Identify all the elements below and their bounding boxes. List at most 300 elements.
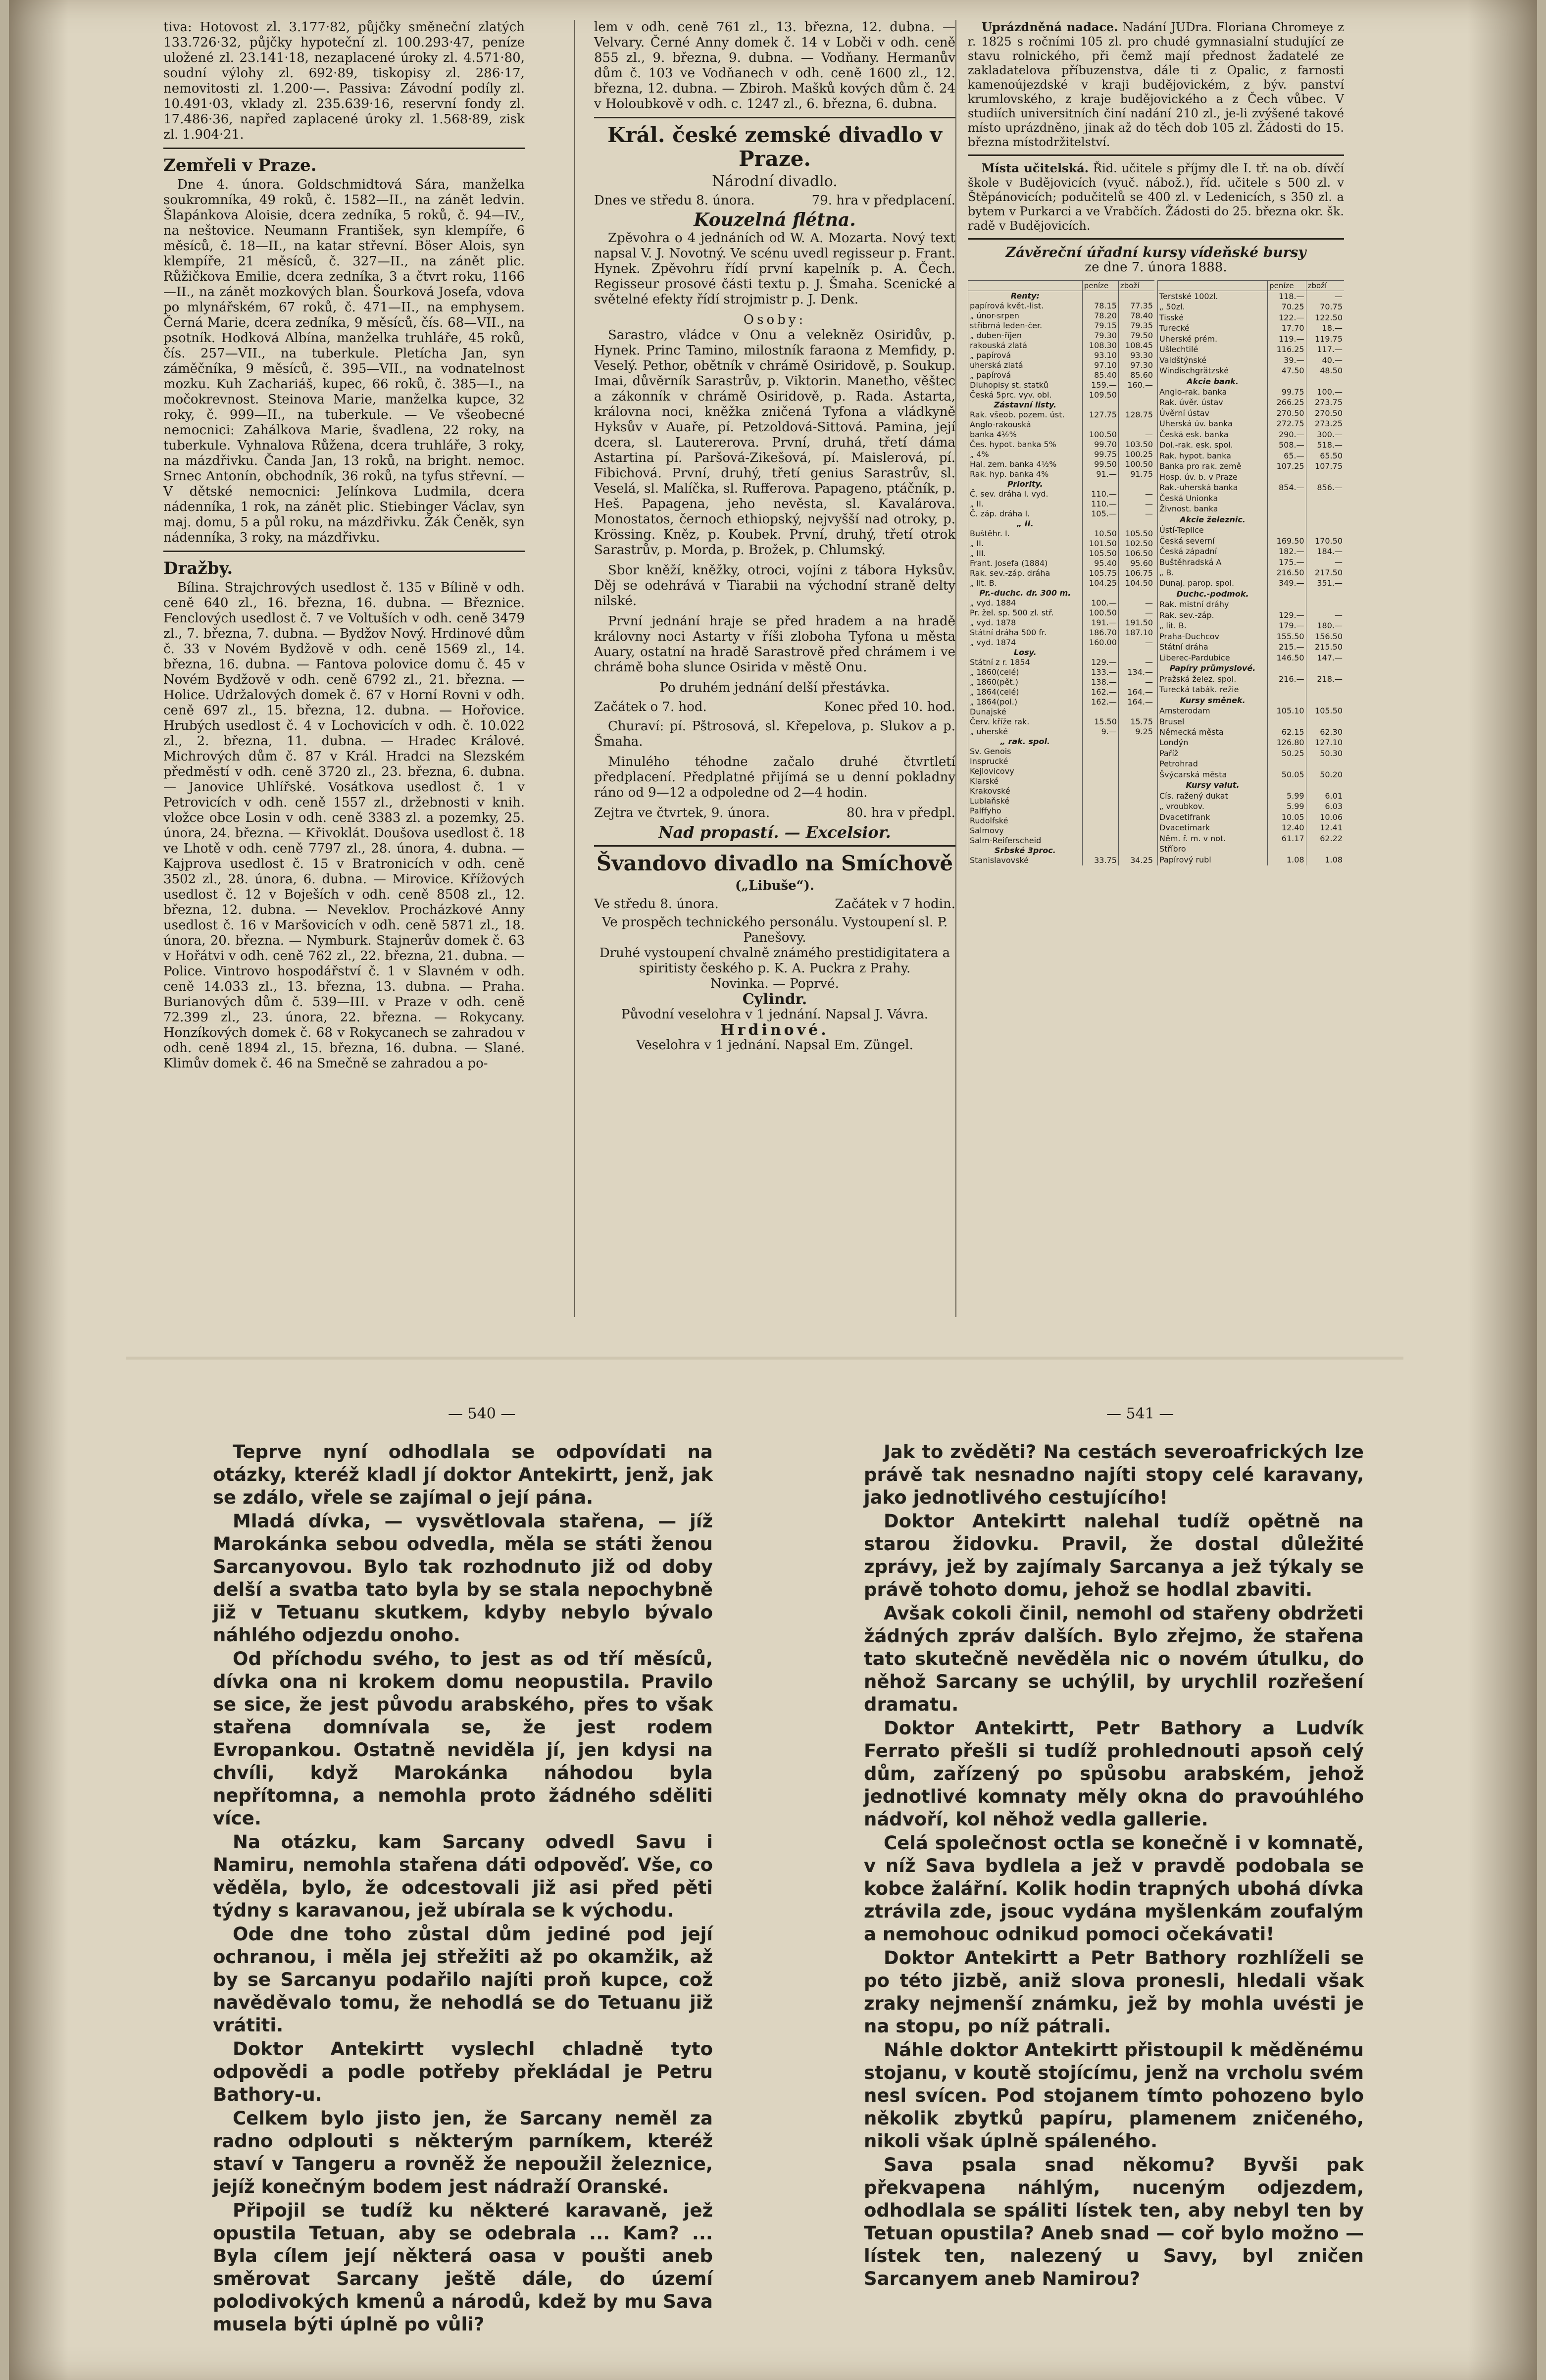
- rate-name: uherská zlatá: [968, 360, 1083, 370]
- rate-row: [968, 776, 1155, 786]
- rate-money: 107.25: [1268, 461, 1306, 472]
- rate-goods: 79.50: [1118, 331, 1154, 341]
- rate-name: banka 4½%: [968, 430, 1083, 440]
- rate-row: [968, 568, 1155, 578]
- rate-row: [968, 856, 1155, 865]
- rate-name: Krakovské: [968, 786, 1083, 796]
- rate-goods: 164.—: [1118, 687, 1154, 697]
- rate-money: [1082, 747, 1118, 757]
- rate-money: 290.—: [1268, 429, 1306, 440]
- column-middle: [594, 20, 955, 1327]
- rate-goods: 128.75: [1118, 410, 1154, 420]
- rate-money: 104.25: [1082, 578, 1118, 588]
- rate-money: 50.25: [1268, 748, 1306, 759]
- rate-goods: [1118, 390, 1154, 400]
- page-number-left: — 540 —: [448, 1405, 516, 1422]
- page-fold: [126, 1357, 1403, 1360]
- rate-name: Turecké: [1158, 323, 1268, 333]
- performance-date-row: [594, 193, 955, 208]
- rate-row: [968, 400, 1155, 410]
- rate-name: Turecká tabák. režie: [1158, 684, 1268, 695]
- end-time: Konec před 10. hod.: [824, 700, 955, 714]
- rate-money: 105.—: [1082, 509, 1118, 519]
- rate-money: 110.—: [1082, 499, 1118, 509]
- rate-money: 116.25: [1268, 344, 1306, 354]
- foundation-block: [968, 20, 1344, 150]
- rate-money: 93.10: [1082, 351, 1118, 360]
- page-number-right: — 541 —: [1106, 1405, 1174, 1422]
- rate-goods: 102.50: [1118, 539, 1154, 549]
- rate-name: Česká esk. banka: [1158, 429, 1268, 440]
- rate-goods: 134.—: [1118, 667, 1154, 677]
- rate-row: [968, 410, 1155, 420]
- rate-money: 39.—: [1268, 355, 1306, 365]
- rate-name: Dol.-rak. esk. spol.: [1158, 440, 1268, 451]
- header-money: peníze: [1268, 281, 1306, 291]
- rate-row: [1158, 653, 1345, 663]
- rate-row: [1158, 769, 1345, 780]
- rate-name: Londýn: [1158, 738, 1268, 748]
- rate-goods: —: [1306, 610, 1344, 620]
- rate-row: [1158, 610, 1345, 620]
- rate-row: [968, 549, 1155, 558]
- rate-goods: 170.50: [1306, 536, 1344, 546]
- rate-money: [1082, 291, 1118, 302]
- deaths-heading: Zemřeli v Praze.: [163, 155, 317, 175]
- novel-paragraph: Avšak cokoli činil, nemohl od stařeny obdržeti žádných zpráv dalších. Bylo zřejmo, že stařena tato skutečně nevěděla nic o novém útulku, do něhož Sarcany se uchýlil, by urychlil rozřešení dramatu.: [864, 1603, 1364, 1715]
- rate-row: [968, 380, 1155, 390]
- rate-money: 15.50: [1082, 717, 1118, 727]
- rate-money: 70.25: [1268, 302, 1306, 312]
- rate-money: [1082, 400, 1118, 410]
- rate-name: papírová květ.-list.: [968, 301, 1083, 311]
- rate-goods: 122.50: [1306, 312, 1344, 323]
- rate-money: [1082, 737, 1118, 747]
- play-title: Kouzelná flétna.: [694, 209, 856, 230]
- rate-name: Česká západní: [1158, 546, 1268, 557]
- rate-money: 129.—: [1082, 658, 1118, 667]
- rate-goods: 9.25: [1118, 727, 1154, 737]
- rate-goods: 164.—: [1118, 697, 1154, 707]
- rate-goods: 100.50: [1118, 459, 1154, 469]
- rate-goods: —: [1306, 291, 1344, 302]
- rate-goods: 215.50: [1306, 642, 1344, 653]
- rate-money: 1.08: [1268, 855, 1306, 865]
- rate-goods: [1118, 806, 1154, 816]
- rate-goods: [1306, 472, 1344, 482]
- rate-goods: [1306, 600, 1344, 610]
- svanda-start: Začátek v 7 hodin.: [835, 897, 955, 911]
- novel-paragraph: Teprve nyní odhodlala se odpovídati na otázky, kteréž kladl jí doktor Antekirtt, jenž, jak se zdálo, vřele se zajímal o její pána.: [213, 1441, 713, 1508]
- rate-goods: [1118, 846, 1154, 856]
- rate-money: 91.—: [1082, 469, 1118, 479]
- rate-name: „ vroubkov.: [1158, 802, 1268, 812]
- rate-money: 85.40: [1082, 370, 1118, 380]
- rate-goods: 1.08: [1306, 855, 1344, 865]
- rate-money: 182.—: [1268, 546, 1306, 557]
- rate-row: [968, 341, 1155, 351]
- rate-name: Petrohrad: [1158, 759, 1268, 769]
- rate-money: 99.75: [1268, 387, 1306, 397]
- rate-money: [1268, 600, 1306, 610]
- rate-money: 100.—: [1082, 598, 1118, 608]
- rate-money: 47.50: [1268, 365, 1306, 376]
- teacher-block: [968, 161, 1344, 233]
- rate-row: [1158, 536, 1345, 546]
- rate-name: „ lit. B.: [1158, 621, 1268, 631]
- rate-goods: —: [1118, 608, 1154, 618]
- rate-name: „ 4%: [968, 450, 1083, 459]
- rate-name: „ vyd. 1884: [968, 598, 1083, 608]
- rate-row: [968, 479, 1155, 489]
- rate-money: [1082, 816, 1118, 826]
- divider: [594, 117, 955, 118]
- rate-row: [968, 459, 1155, 469]
- rate-money: 186.70: [1082, 628, 1118, 638]
- bourse-date: ze dne 7. února 1888.: [1085, 260, 1227, 275]
- rate-row: [1158, 440, 1345, 451]
- rate-goods: [1306, 514, 1344, 525]
- rate-row: [1158, 504, 1345, 514]
- rate-goods: [1306, 684, 1344, 695]
- rate-money: 191.—: [1082, 618, 1118, 628]
- rate-goods: [1118, 479, 1154, 489]
- novel-paragraph: Sava psala snad někomu? Byvši pak překvapena náhlým, nuceným odjezdem, odhodlala se spáliti lístek ten, aby nebyl ten by Tetuan opustila? Aneb snad — coř bylo možno — lístek ten, nalezený u Savy, byl zničen Sarcanyem aneb Namirou?: [864, 2154, 1364, 2289]
- rate-row: [1158, 493, 1345, 504]
- rate-goods: —: [1118, 499, 1154, 509]
- rate-name: Dvacetifrank: [1158, 812, 1268, 822]
- rate-name: „ lit. B.: [968, 578, 1083, 588]
- rate-goods: 100.—: [1306, 387, 1344, 397]
- rate-name: Česká severní: [1158, 536, 1268, 546]
- rate-money: 272.75: [1268, 419, 1306, 429]
- rate-name: „ 1860(celé): [968, 667, 1083, 677]
- novel-paragraph: Připojil se tudíž ku některé karavaně, jež opustila Tetuan, aby se odebrala ... Kam? ... Byla cílem její některá oasa v poušti aneb směrovat Sarcany ještě dále, do území polodivokých kmenů a národů, kdež by mu Sava musela býti úplně po vůli?: [213, 2200, 713, 2335]
- novel-paragraph: Doktor Antekirtt vyslechl chladně tyto odpovědi a podle potřeby překládal je Petru Bathory-u.: [213, 2038, 713, 2105]
- rate-row: [1158, 546, 1345, 557]
- benefit-note: Ve prospěch technického personálu. Vystoupení sl. P. Panešovy.: [601, 915, 948, 945]
- rate-name: Buštěhr. I.: [968, 529, 1083, 539]
- rate-money: [1268, 684, 1306, 695]
- rate-money: [1268, 759, 1306, 769]
- rate-money: 109.50: [1082, 390, 1118, 400]
- rate-money: 266.25: [1268, 398, 1306, 408]
- rate-goods: [1118, 766, 1154, 776]
- rate-money: 79.30: [1082, 331, 1118, 341]
- rate-money: 129.—: [1268, 610, 1306, 620]
- rate-goods: 62.22: [1306, 833, 1344, 844]
- svanda-date: Ve středu 8. února.: [594, 897, 719, 911]
- rate-name: Terstské 100zl.: [1158, 291, 1268, 302]
- bourse-tables: [968, 280, 1344, 865]
- rate-goods: [1118, 836, 1154, 846]
- divider: [968, 238, 1344, 240]
- rate-name: Rak. mistní dráhy: [1158, 600, 1268, 610]
- rate-name: „ 1860(pět.): [968, 677, 1083, 687]
- rate-name: Salmovy: [968, 826, 1083, 836]
- next-date: Zejtra ve čtvrtek, 9. února.: [594, 806, 770, 820]
- rate-row: [968, 697, 1155, 707]
- rate-row: [1158, 344, 1345, 354]
- rate-name: Dunaj. parop. spol.: [1158, 578, 1268, 589]
- rate-row: [968, 608, 1155, 618]
- rate-row: [968, 529, 1155, 539]
- rate-goods: [1118, 519, 1154, 529]
- rate-row: [1158, 557, 1345, 567]
- rate-name: Uherské prém.: [1158, 334, 1268, 344]
- times-row: [594, 700, 955, 715]
- novel-paragraph: Doktor Antekirtt, Petr Bathory a Ludvík Ferrato přešli si tudíž prohlednouti apsoň celý dům, zařízený po spůsobu arabském, jehož jednotlivé komnaty měly okna do pravoúhlého nádvoří, kol něhož vedla gallerie.: [864, 1718, 1364, 1830]
- rate-row: [968, 658, 1155, 667]
- rate-row: [1158, 684, 1345, 695]
- rate-name: Pražská želez. spol.: [1158, 674, 1268, 684]
- bourse-title: Závěreční úřadní kursy vídeňské bursy: [1005, 244, 1306, 260]
- rate-money: 10.05: [1268, 812, 1306, 822]
- start-time: Začátek o 7. hod.: [594, 700, 707, 714]
- subscription-note: Minulého téhodne začalo druhé čtvrtletí předplacení. Předplatné přijímá se u denní pokladny ráno od 9—12 a odpoledne od 2—4 hodin.: [594, 755, 955, 800]
- rate-row: [1158, 844, 1345, 854]
- header-goods: zboží: [1118, 281, 1154, 291]
- rate-money: [1082, 648, 1118, 658]
- rate-money: 105.75: [1082, 568, 1118, 578]
- svanda-subtitle: („Libuše“).: [735, 878, 814, 893]
- rate-row: [968, 618, 1155, 628]
- rate-row: [1158, 567, 1345, 578]
- rate-row: [968, 796, 1155, 806]
- rate-goods: [1306, 493, 1344, 504]
- rate-row: [1158, 663, 1345, 673]
- rate-goods: 48.50: [1306, 365, 1344, 376]
- rate-name: Rak.-uherská banka: [1158, 482, 1268, 493]
- rate-row: [968, 420, 1155, 430]
- rate-goods: 50.30: [1306, 748, 1344, 759]
- cylindr-note: Původní veselohra v 1 jednání. Napsal J. Vávra.: [621, 1007, 928, 1022]
- rate-name: Č. sev. dráha I. vyd.: [968, 489, 1083, 499]
- header-goods: zboží: [1306, 281, 1344, 291]
- rate-name: Uherská úv. banka: [1158, 419, 1268, 429]
- rate-name: Kursy valut.: [1158, 780, 1268, 791]
- rate-name: Dunajské: [968, 707, 1083, 717]
- rate-name: Sv. Genois: [968, 747, 1083, 757]
- rate-goods: 6.01: [1306, 791, 1344, 801]
- rate-row: [968, 588, 1155, 598]
- rate-money: [1268, 514, 1306, 525]
- rate-name: rakouská zlatá: [968, 341, 1083, 351]
- rate-row: [968, 351, 1155, 360]
- rate-goods: [1306, 844, 1344, 854]
- rate-row: [1158, 833, 1345, 844]
- rate-name: Frant. Josefa (1884): [968, 558, 1083, 568]
- rate-goods: [1118, 747, 1154, 757]
- rate-name: „ uherské: [968, 727, 1083, 737]
- rate-row: [968, 301, 1155, 311]
- rate-money: 119.—: [1268, 334, 1306, 344]
- rate-row: [968, 806, 1155, 816]
- rate-name: Dluhopisy st. statků: [968, 380, 1083, 390]
- rate-money: [1082, 766, 1118, 776]
- svanda-date-row: [594, 897, 955, 912]
- teacher-text: Řid. učitele s příjmy dle I. tř. na ob. dívčí škole v Budějovicích (vyuč. nábož.), říd. učitele s 500 zl. v Štěpánovicích; podučitelů se 400 zl. v Ledenicích, s 350 zl. a bytem v Purkarci a ve Vrabčích. Žádosti do 25. března okr. šk. radě v Budějovicích.: [968, 161, 1345, 233]
- rate-money: [1082, 776, 1118, 786]
- rate-row: [1158, 791, 1345, 801]
- rate-goods: 65.50: [1306, 451, 1344, 461]
- rate-money: 5.99: [1268, 791, 1306, 801]
- rate-name: Švýcarská města: [1158, 769, 1268, 780]
- rate-name: „ 1864(celé): [968, 687, 1083, 697]
- rate-money: 122.—: [1268, 312, 1306, 323]
- rate-name: Ústí-Teplice: [1158, 525, 1268, 535]
- rate-money: [1268, 716, 1306, 727]
- rate-row: [968, 836, 1155, 846]
- rate-row: [1158, 291, 1345, 302]
- rate-goods: [1118, 757, 1154, 766]
- rate-goods: [1118, 291, 1154, 302]
- chorus-note: Sbor kněží, kněžky, otroci, vojíni z tábora Hyksův. Děj se odehrává v Tiarabii na východní straně delty nilské.: [594, 563, 955, 608]
- rate-row: [1158, 822, 1345, 833]
- rate-goods: 191.50: [1118, 618, 1154, 628]
- rate-goods: [1118, 648, 1154, 658]
- rate-name: Valdštýnské: [1158, 355, 1268, 365]
- rate-money: 162.—: [1082, 697, 1118, 707]
- rate-row: [968, 786, 1155, 796]
- rate-goods: —: [1118, 598, 1154, 608]
- next-number: 80. hra v předpl.: [847, 806, 955, 820]
- rate-goods: [1118, 420, 1154, 430]
- rate-name: „ II.: [968, 539, 1083, 549]
- rate-money: 216.50: [1268, 567, 1306, 578]
- auctions-continued: lem v odh. ceně 761 zl., 13. března, 12. dubna. — Velvary. Černé Anny domek č. 14 v Lobči v odh. ceně 855 zl., 9. března, 9. dubna. — Vodňany. Hermanův dům č. 103 ve Vodňanech v odh. ceně 1600 zl., 12. března, 12. dubna. — Zbiroh. Mašků kových dům č. 24 v Holoubkově v odh. c. 1247 zl., 6. března, 6. dubna.: [594, 20, 955, 111]
- novel-paragraph: Doktor Antekirtt a Petr Bathory rozhlíželi se po této jizbě, aniž slova pronesli, hledali však zraky nejmenší známku, jež by mohla uvésti je na stopu, po níž pátrali.: [864, 1947, 1364, 2037]
- rate-money: 33.75: [1082, 856, 1118, 865]
- rate-name: Živnost. banka: [1158, 504, 1268, 514]
- teacher-heading: Místa učitelská.: [982, 161, 1089, 175]
- rate-row: [968, 747, 1155, 757]
- rate-row: [968, 291, 1155, 302]
- novel-paragraph: Doktor Antekirtt nalehal tudíž opětně na starou židovku. Pravil, že dostal důležité zprávy, jež by zajímaly Sarcanya a jež týkaly se právě tohoto domu, jehož se hodlal zbaviti.: [864, 1511, 1364, 1600]
- rate-name: Č. záp. dráha I.: [968, 509, 1083, 519]
- rate-money: [1268, 589, 1306, 599]
- rate-money: [1082, 836, 1118, 846]
- rate-goods: 160.—: [1118, 380, 1154, 390]
- column-rule: [574, 20, 575, 1317]
- rate-money: 126.80: [1268, 738, 1306, 748]
- rate-name: Papíry průmyslové.: [1158, 663, 1268, 673]
- next-play: Nad propastí. — Excelsior.: [658, 823, 891, 842]
- rate-goods: —: [1118, 638, 1154, 648]
- rate-goods: 273.75: [1306, 398, 1344, 408]
- rate-row: [968, 390, 1155, 400]
- rate-name: Česká 5prc. vyv. obl.: [968, 390, 1083, 400]
- rate-money: [1082, 707, 1118, 717]
- rate-money: 133.—: [1082, 667, 1118, 677]
- rate-goods: 106.50: [1118, 549, 1154, 558]
- rate-row: [1158, 376, 1345, 387]
- rate-row: [968, 430, 1155, 440]
- rate-row: [968, 331, 1155, 341]
- rate-money: 61.17: [1268, 833, 1306, 844]
- rate-name: Úvěrní ústav: [1158, 408, 1268, 418]
- novel-paragraph: Celkem bylo jisto jen, že Sarcany neměl za radno odplouti s některým parníkem, kteréž staví v Tangeru a rovněž že nepoužil železnice, jejíž konečným bodem jest nádraží Oranské.: [213, 2108, 713, 2197]
- rate-money: 65.—: [1268, 451, 1306, 461]
- rate-name: Česká Unionka: [1158, 493, 1268, 504]
- rate-name: „ duben-říjen: [968, 331, 1083, 341]
- rate-money: 97.10: [1082, 360, 1118, 370]
- rate-row: [1158, 706, 1345, 716]
- novel-text-right: [864, 1441, 1364, 2292]
- rate-name: Něm. ř. m. v not.: [1158, 833, 1268, 844]
- rate-goods: 187.10: [1118, 628, 1154, 638]
- rate-name: Palffyho: [968, 806, 1083, 816]
- rate-money: 175.—: [1268, 557, 1306, 567]
- rate-goods: 85.60: [1118, 370, 1154, 380]
- rate-money: 110.—: [1082, 489, 1118, 499]
- rate-goods: —: [1118, 430, 1154, 440]
- rate-row: [1158, 323, 1345, 333]
- rate-name: Rudolfské: [968, 816, 1083, 826]
- rate-goods: 104.50: [1118, 578, 1154, 588]
- rate-row: [1158, 600, 1345, 610]
- rate-row: [968, 370, 1155, 380]
- play-hrdinove: Hrdinové.: [720, 1021, 829, 1039]
- divider: [163, 551, 525, 552]
- rate-row: [1158, 812, 1345, 822]
- rate-goods: [1118, 826, 1154, 836]
- rate-name: Hal. zem. banka 4½%: [968, 459, 1083, 469]
- next-date-row: [594, 806, 955, 821]
- rate-goods: [1306, 376, 1344, 387]
- rate-name: Pr. žel. sp. 500 zl. stř.: [968, 608, 1083, 618]
- rate-goods: 106.75: [1118, 568, 1154, 578]
- play-cylindr: Cylindr.: [742, 991, 807, 1008]
- column-right: [968, 20, 1344, 1327]
- rate-money: [1082, 846, 1118, 856]
- novel-paragraph: Ode dne toho zůstal dům jediné pod její ochranou, i měla jej střežiti až po okamžik, až by se Sarcanyu podařilo najíti proň kupce, což navěděvalo tomu, že nehodlá se do Tetuanu již vrátiti.: [213, 1924, 713, 2036]
- rate-money: [1082, 796, 1118, 806]
- rate-money: 99.50: [1082, 459, 1118, 469]
- rate-goods: [1306, 780, 1344, 791]
- rate-name: Státní dráha: [1158, 642, 1268, 653]
- rate-name: Německá města: [1158, 727, 1268, 737]
- rate-name: „ 50zl.: [1158, 302, 1268, 312]
- rate-money: 99.70: [1082, 440, 1118, 450]
- rate-goods: [1118, 816, 1154, 826]
- rate-goods: 95.60: [1118, 558, 1154, 568]
- rate-row: [1158, 642, 1345, 653]
- rate-goods: 15.75: [1118, 717, 1154, 727]
- hrdinove-note: Veselohra v 1 jednání. Napsal Em. Züngel.: [636, 1038, 913, 1053]
- rate-goods: [1306, 504, 1344, 514]
- rate-goods: 70.75: [1306, 302, 1344, 312]
- rates-table-right: [1157, 280, 1344, 865]
- rate-name: „ 1864(pol.): [968, 697, 1083, 707]
- theatre-title: Král. české zemské divadlo v Praze.: [607, 123, 942, 171]
- rate-row: [1158, 695, 1345, 706]
- novel-paragraph: Od příchodu svého, to jest as od tří měsíců, dívka ona ni krokem domu neopustila. Pravilo se sice, že jest původu arabského, přes to však stařena domnívala se, že jest rodem Evropankou. Ostatně neviděla jí, jen kdysi na chvíli, když Marokánka náhodou byla nepřítomna, a nemohla proto žádného sděliti více.: [213, 1648, 713, 1829]
- rate-name: „ B.: [1158, 567, 1268, 578]
- rate-money: [1082, 786, 1118, 796]
- rate-row: [1158, 621, 1345, 631]
- auctions-heading: Dražby.: [163, 558, 233, 578]
- rate-goods: 127.10: [1306, 738, 1344, 748]
- rate-name: „ rak. spol.: [968, 737, 1083, 747]
- rate-name: „ papírová: [968, 370, 1083, 380]
- rate-name: Rak. všeob. pozem. úst.: [968, 410, 1083, 420]
- rate-name: Tisské: [1158, 312, 1268, 323]
- rate-money: [1268, 780, 1306, 791]
- rate-row: [1158, 451, 1345, 461]
- rate-money: [1082, 588, 1118, 598]
- rate-goods: 147.—: [1306, 653, 1344, 663]
